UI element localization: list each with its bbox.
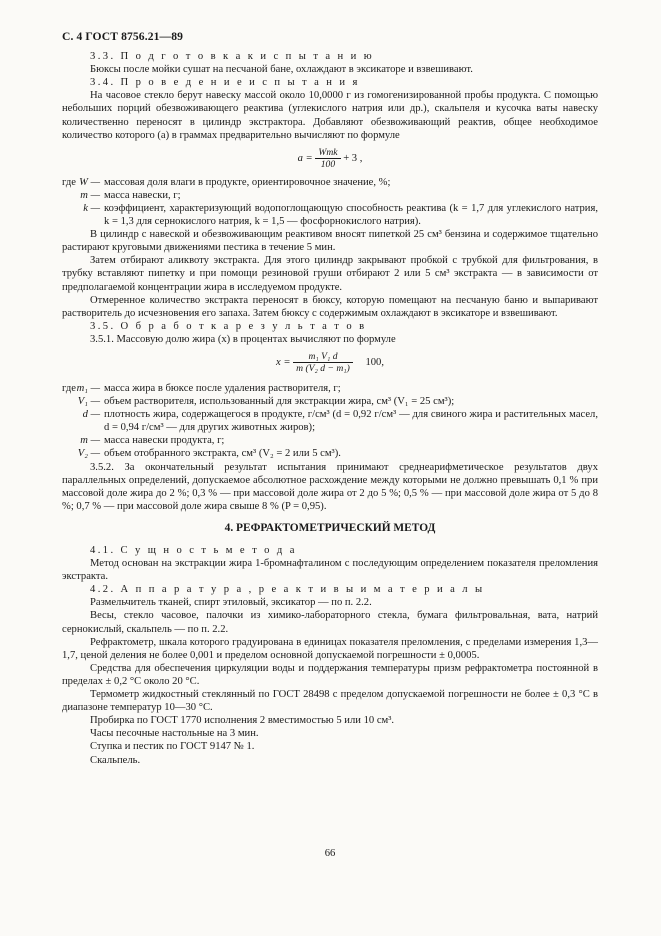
definition-row xyxy=(62,382,598,395)
definition-text: масса жира в бюксе после удаления растворителя, г; xyxy=(104,382,341,394)
definition-symbol: V₂ — xyxy=(77,448,100,460)
section-3-4-paragraph-4: Отмеренное количество экстракта переносят в бюксу, которую помещают на песчаную баню и выпаривают растворитель до исчезновения его запаха. Затем бюксу с содержимым охлаждают в эксикаторе и взвешивают. xyxy=(62,294,598,319)
formula-x-denominator: m (V₂ d − m₁) xyxy=(296,362,350,374)
formula-x-numerator: m₁ V₁ d xyxy=(293,351,353,363)
section-3-3-title: 3.3. П о д г о т о в к а к и с п ы т а н и ю xyxy=(90,51,375,63)
section-3-5-2-text: 3.5.2. За окончательный результат испытания принимают среднеарифметическое результатов двух параллельных определений, допускаемое абсолютное расхождение между которыми не должно превышать 0,1 % при массовой доле жира до 2 %; 0,3 % — при массовой доле жира от 2 до 5 %; 0,5 % — при массовой доле жира от 5 до 8 %; 0,7 % — при массовой доле жира свыше 8 % (P = 0,95). xyxy=(62,461,598,512)
formula-a-lhs: a = xyxy=(297,152,313,164)
definition-symbol: k — xyxy=(83,202,100,214)
page-header: С. 4 ГОСТ 8756.21—89 xyxy=(62,30,183,43)
definition-row xyxy=(62,176,598,189)
definition-text: масса навески продукта, г; xyxy=(104,435,225,447)
formula-a-fraction xyxy=(315,147,340,170)
definition-symbol: m₁ — xyxy=(76,382,100,394)
definition-row xyxy=(62,202,598,228)
section-4-1-title: 4.1. С у щ н о с т ь м е т о д а xyxy=(90,545,297,556)
section-3-4-title: 3.4. П р о в е д е н и е и с п ы т а н и я xyxy=(90,77,360,89)
section-3-5-title: 3.5. О б р а б о т к а р е з у л ь т а т о в xyxy=(90,320,367,332)
definition-symbol: d — xyxy=(82,409,100,421)
section-4-title: 4. РЕФРАКТОМЕТРИЧЕСКИЙ МЕТОД xyxy=(224,521,436,534)
definition-row xyxy=(62,189,598,202)
definition-text: массовая доля влаги в продукте, ориентировочное значение, %; xyxy=(104,176,391,188)
page-number: 66 xyxy=(324,848,336,859)
definition-row xyxy=(62,434,598,447)
definition-text: масса навески, г; xyxy=(104,189,181,201)
definition-lead: где xyxy=(62,382,76,394)
definition-text: объем растворителя, использованный для экстракции жира, см³ (V₁ = 25 см³); xyxy=(104,396,455,408)
equipment-item: Часы песочные настольные на 3 мин. xyxy=(90,728,259,740)
definition-row xyxy=(62,395,598,408)
definition-lead: где xyxy=(62,176,76,188)
definition-row xyxy=(62,447,598,460)
formula-a-definitions xyxy=(62,176,598,228)
formula-a xyxy=(62,147,598,171)
definition-symbol: m — xyxy=(80,435,100,447)
equipment-item: Скальпель. xyxy=(90,754,141,766)
formula-a-rhs: + 3 , xyxy=(343,152,363,164)
definition-text: объем отобранного экстракта, см³ (V₂ = 2 или 5 см³). xyxy=(104,448,341,460)
section-3-4-paragraph-3: Затем отбирают аликвоту экстракта. Для этого цилиндр закрывают пробкой с трубкой для фильтрования, в трубку вставляют пипетку и при помощи резиновой груши отбирают 2 или 5 см³ экстракта — в зависимости от предполагаемой концентрации жира в исследуемом продукте. xyxy=(62,255,598,293)
formula-x xyxy=(62,351,598,377)
definition-symbol: W — xyxy=(79,176,100,188)
formula-x-rhs: 100, xyxy=(365,356,384,368)
section-3-4-paragraph-1: На часовое стекло берут навеску массой около 10,0000 г из гомогенизированной пробы продукта. С помощью небольших порций обезвоживающего реактива (углекислого натрия или др.), скальпеля и кусочка ваты навеску количественно переносят в цилиндр экстрактора. Добавляют обезвоживающий реактив, общее необходимое количество которого (a) в граммах предварительно вычисляют по формуле xyxy=(62,90,598,141)
section-4-2-title: 4.2. А п п а р а т у р а , р е а к т и в ы и м а т е р и а л ы xyxy=(90,584,485,596)
section-3-3-text: Бюксы после мойки сушат на песчаной бане, охлаждают в эксикаторе и взвешивают. xyxy=(90,64,473,76)
definition-symbol: m — xyxy=(80,189,100,201)
formula-a-numerator: Wmk xyxy=(315,147,340,159)
formula-x-definitions xyxy=(62,382,598,461)
section-4-1-text: Метод основан на экстракции жира 1-бромнафталином с последующим определением показателя преломления экстракта. xyxy=(62,558,598,583)
equipment-item: Весы, стекло часовое, палочки из химико-лабораторного стекла, бумага фильтровальная, вата, натрий сернокислый, скальпель — по п. 2.2. xyxy=(62,610,598,635)
definition-text: коэффициент, характеризующий водопоглощающую способность реактива (k = 1,7 для углекислого натрия, k = 1,3 для сернокислого натрия, k = 1,5 — фосфорнокислого натрия). xyxy=(104,202,598,228)
definition-row xyxy=(62,408,598,434)
formula-a-denominator: 100 xyxy=(320,158,336,170)
section-3-4-paragraph-2: В цилиндр с навеской и обезвоживающим реактивом вносят пипеткой 25 см³ бензина и содержимое тщательно растирают круговыми движениями пестика в течение 5 мин. xyxy=(62,229,598,254)
equipment-item: Ступка и пестик по ГОСТ 9147 № 1. xyxy=(90,741,255,753)
definition-symbol: V₁ — xyxy=(77,396,100,408)
definition-text: плотность жира, содержащегося в продукте, г/см³ (d = 0,92 г/см³ — для свиного жира и растительных масел, d = 0,94 г/см³ — для других животных жиров); xyxy=(104,409,598,434)
equipment-item: Термометр жидкостный стеклянный по ГОСТ 28498 с пределом допускаемой погрешности не более ± 0,3 °С в диапазоне температур 10—30 °С. xyxy=(62,689,598,714)
document-page xyxy=(62,30,598,859)
section-3-5-1-text: 3.5.1. Массовую долю жира (x) в процентах вычисляют по формуле xyxy=(90,333,396,345)
equipment-item: Рефрактометр, шкала которого градуирована в единицах показателя преломления, с пределами измерения 1,3—1,7, ценой деления не более 0,001 и пределом основной допускаемой погрешности ± 0,0005. xyxy=(62,636,598,661)
formula-x-lhs: x = xyxy=(275,356,291,368)
equipment-item: Пробирка по ГОСТ 1770 исполнения 2 вместимостью 5 или 10 см³. xyxy=(90,715,395,727)
equipment-item: Средства для обеспечения циркуляции воды и поддержания температуры призм рефрактометра постоянной в пределах ± 0,2 °С около 20 °С. xyxy=(62,662,598,687)
formula-x-fraction xyxy=(293,351,353,374)
equipment-item: Размельчитель тканей, спирт этиловый, эксикатор — по п. 2.2. xyxy=(90,597,372,609)
